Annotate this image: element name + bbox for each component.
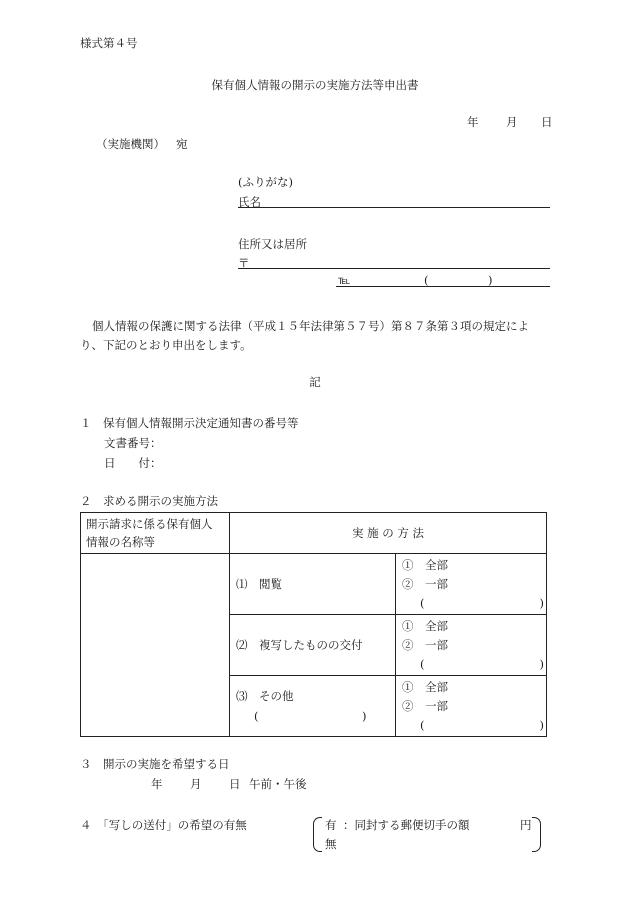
furigana-label: (ふりがな): [238, 175, 293, 189]
intro-text-line2: り、下記のとおり申出をします。: [80, 338, 252, 352]
ki-heading: 記: [309, 375, 321, 389]
doc-number-label: 文書番号：: [104, 436, 162, 450]
table-header-method: 実 施 の 方 法: [230, 513, 547, 554]
section1-heading: １ 保有個人情報開示決定通知書の番号等: [80, 416, 299, 430]
desired-month-label: 月: [190, 777, 202, 791]
method-copy-cell[interactable]: [230, 615, 396, 676]
scope-all-option[interactable]: ① 全部: [402, 680, 448, 694]
scope-part-option[interactable]: ② 一部: [402, 638, 448, 652]
desired-year-label: 年: [151, 777, 163, 791]
method-view-label: ⑴ 閲覧: [236, 577, 282, 591]
scope-paren[interactable]: ( ): [420, 657, 544, 671]
scope-all-option[interactable]: ① 全部: [402, 558, 448, 572]
section4-heading: ４ 「写しの送付」の希望の有無: [80, 818, 247, 832]
scope-cell-view[interactable]: [396, 554, 547, 615]
method-other-label: ⑶ その他: [236, 689, 294, 703]
section2-heading: ２ 求める開示の実施方法: [80, 494, 218, 508]
method-other-cell[interactable]: [230, 676, 396, 737]
yen-label: 円: [520, 818, 532, 832]
address-label: 住所又は居所: [238, 237, 307, 251]
scope-paren[interactable]: ( ): [420, 596, 544, 610]
method-other-paren[interactable]: ( ): [254, 709, 367, 723]
tel-label: ℡: [338, 273, 351, 287]
info-name-cell[interactable]: [81, 554, 230, 737]
date-year-label: 年: [467, 115, 479, 129]
tel-field-line[interactable]: [336, 286, 550, 287]
method-view-cell[interactable]: [230, 554, 396, 615]
postal-mark: 〒: [238, 256, 250, 270]
stamp-amount-label: ：同封する郵便切手の額: [343, 818, 470, 832]
scope-cell-other[interactable]: [396, 676, 547, 737]
method-copy-label: ⑵ 複写したものの交付: [236, 638, 363, 652]
scope-all-option[interactable]: ① 全部: [402, 619, 448, 633]
name-field-line[interactable]: [238, 207, 550, 208]
name-label: 氏名: [238, 195, 261, 209]
send-copy-no[interactable]: 無: [325, 837, 337, 851]
page-title: 保有個人情報の開示の実施方法等申出書: [211, 78, 419, 92]
table-header-info-name: 開示請求に係る保有個人 情報の名称等: [81, 513, 230, 554]
left-brace: [313, 817, 322, 852]
form-number: 様式第４号: [80, 36, 138, 50]
scope-cell-copy[interactable]: [396, 615, 547, 676]
scope-part-option[interactable]: ② 一部: [402, 577, 448, 591]
addressee-org: （実施機関）: [96, 137, 165, 151]
scope-part-option[interactable]: ② 一部: [402, 699, 448, 713]
tel-paren-close: ): [488, 273, 493, 287]
addressee-suffix: 宛: [176, 137, 188, 151]
right-brace: [532, 817, 541, 852]
desired-day-label: 日: [229, 777, 241, 791]
implementation-method-table: [80, 512, 547, 737]
tel-paren-open: (: [424, 273, 429, 287]
ampm-label: 午前・午後: [249, 777, 307, 791]
section3-heading: ３ 開示の実施を希望する日: [80, 757, 230, 771]
intro-text-line1: 個人情報の保護に関する法律（平成１５年法律第５７号）第８７条第３項の規定によ: [92, 319, 529, 333]
notice-date-label: 日 付：: [104, 456, 162, 470]
send-copy-yes[interactable]: 有: [325, 818, 337, 832]
scope-paren[interactable]: ( ): [420, 718, 544, 732]
date-day-label: 日: [541, 115, 553, 129]
date-month-label: 月: [506, 115, 518, 129]
address-field-line[interactable]: [238, 268, 550, 269]
